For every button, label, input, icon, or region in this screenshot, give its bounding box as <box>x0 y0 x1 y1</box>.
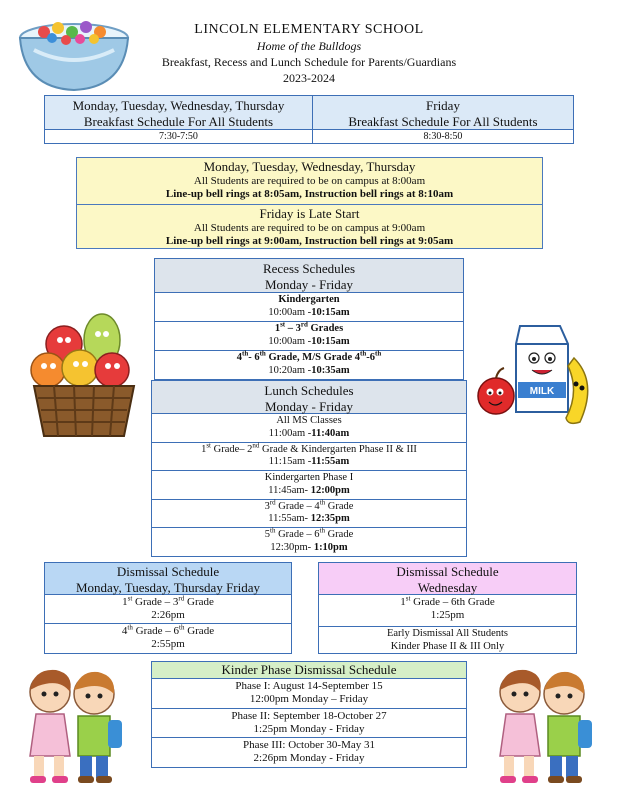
kinder-phase-table <box>151 661 467 768</box>
lunch-end: 12:00pm <box>310 484 350 496</box>
kinder-time: 12:00pm Monday – Friday <box>249 693 369 706</box>
kinder-phase: Phase III: October 30-May 31 <box>243 739 375 751</box>
recess-grade: 1st – 3rd Grades <box>274 320 344 334</box>
school-motto: Home of the Bulldogs <box>256 39 362 53</box>
dismissal-grade: 1st Grade – 6th Grade <box>400 594 495 608</box>
fruit-basket-icon <box>28 310 140 440</box>
dismissal-time: 1:25pm <box>430 609 465 622</box>
kids-left-icon <box>16 660 128 790</box>
start-friday-bell: Line-up bell rings at 9:00am, Instruction bell rings at 9:05am <box>165 234 454 247</box>
dismissal-grade: 4th Grade – 6th Grade <box>121 623 215 637</box>
lunch-start: 12:30pm- <box>270 541 314 553</box>
table-row <box>152 414 466 443</box>
recess-end: 10:15am <box>311 306 350 318</box>
table-row <box>152 738 466 768</box>
breakfast-table <box>44 95 574 144</box>
lunch-end: 11:55am <box>311 456 350 468</box>
table-row <box>155 322 463 351</box>
lunch-days: Monday - Friday <box>264 398 354 414</box>
breakfast-right-label: Breakfast Schedule For All Students <box>348 113 538 129</box>
start-friday-title: Friday is Late Start <box>259 206 360 221</box>
start-friday-note: All Students are required to be on campus at 9:00am <box>193 221 426 234</box>
dismissal-a-days: Monday, Tuesday, Thursday Friday <box>75 579 261 595</box>
lunch-table <box>151 380 467 557</box>
start-times-box <box>76 157 543 249</box>
table-row <box>152 528 466 557</box>
table-row <box>155 293 463 322</box>
lunch-end: 11:40am <box>311 427 350 439</box>
recess-start: 10:00am - <box>268 335 312 347</box>
table-row <box>155 351 463 380</box>
lunch-title: Lunch Schedules <box>264 383 354 398</box>
table-row <box>319 627 576 653</box>
dismissal-b-days: Wednesday <box>417 579 478 595</box>
lunch-grade: 3rd Grade – 4th Grade <box>264 498 354 512</box>
dismissal-a-title: Dismissal Schedule <box>116 564 220 579</box>
recess-start: 10:00am - <box>268 306 312 318</box>
table-row <box>152 709 466 739</box>
milk-label: MILK <box>529 386 555 397</box>
table-row <box>152 679 466 709</box>
school-name: LINCOLN ELEMENTARY SCHOOL <box>194 22 424 37</box>
recess-title: Recess Schedules <box>262 261 356 276</box>
kinder-time: 2:26pm Monday - Friday <box>253 752 365 765</box>
lunch-grade: All MS Classes <box>276 415 342 426</box>
recess-table <box>154 258 464 380</box>
school-year: 2023-2024 <box>283 71 335 85</box>
dismissal-time: 2:55pm <box>151 638 185 651</box>
lunch-start: 11:55am- <box>268 513 311 525</box>
lunch-grade: 1st Grade– 2nd Grade & Kindergarten Phase II & III <box>201 441 417 455</box>
breakfast-right-days: Friday <box>426 98 460 113</box>
recess-start: 10:20am - <box>268 364 312 376</box>
table-row <box>152 471 466 500</box>
dismissal-grade: 1st Grade – 3rd Grade <box>122 594 214 608</box>
kinder-time: 1:25pm Monday - Friday <box>253 722 365 735</box>
schedule-subtitle: Breakfast, Recess and Lunch Schedule for Parents/Guardians <box>161 55 457 69</box>
start-mtwth-note: All Students are required to be on campus at 8:00am <box>193 174 426 187</box>
recess-grade: Kindergarten <box>278 294 340 305</box>
recess-grade: 4th- 6th Grade, M/S Grade 4th-6th <box>236 349 382 363</box>
kids-right-icon <box>486 660 598 790</box>
table-row <box>152 443 466 472</box>
lunch-end: 1:10pm <box>313 541 348 553</box>
recess-days: Monday - Friday <box>264 276 354 292</box>
table-row <box>319 595 576 627</box>
recess-end: 10:35am <box>311 364 350 376</box>
lunch-end: 12:35pm <box>310 513 350 525</box>
table-row <box>45 624 291 653</box>
kinder-phase: Phase II: September 18-October 27 <box>231 709 387 722</box>
milk-apple-banana-icon <box>476 322 598 432</box>
breakfast-left-days: Monday, Tuesday, Wednesday, Thursday <box>72 98 285 113</box>
early-dismissal-line2: Kinder Phase II & III Only <box>390 640 505 652</box>
breakfast-left-time: 7:30-7:50 <box>159 131 198 142</box>
recess-end: 10:15am <box>311 335 350 347</box>
lunch-start: 11:00am - <box>268 427 312 439</box>
lunch-start: 11:45am- <box>268 484 311 496</box>
lunch-start: 11:15am - <box>268 456 312 468</box>
lunch-grade: 5th Grade – 6th Grade <box>264 526 354 541</box>
kinder-phase: Phase I: August 14-September 15 <box>235 680 383 692</box>
early-dismissal-line1: Early Dismissal All Students <box>386 628 509 639</box>
start-mtwth-bell: Line-up bell rings at 8:05am, Instruction bell rings at 8:10am <box>165 187 454 200</box>
dismissal-time: 2:26pm <box>151 609 185 622</box>
dismissal-table-mttf <box>44 562 292 654</box>
lunch-grade: Kindergarten Phase I <box>264 472 354 484</box>
dismissal-b-title: Dismissal Schedule <box>396 564 499 579</box>
start-mtwth-title: Monday, Tuesday, Wednesday, Thursday <box>203 159 416 174</box>
kinder-title: Kinder Phase Dismissal Schedule <box>152 662 466 679</box>
dismissal-table-wednesday <box>318 562 577 654</box>
table-row <box>45 595 291 624</box>
table-row <box>152 500 466 529</box>
breakfast-left-label: Breakfast Schedule For All Students <box>83 113 274 129</box>
breakfast-right-time: 8:30-8:50 <box>423 131 463 142</box>
